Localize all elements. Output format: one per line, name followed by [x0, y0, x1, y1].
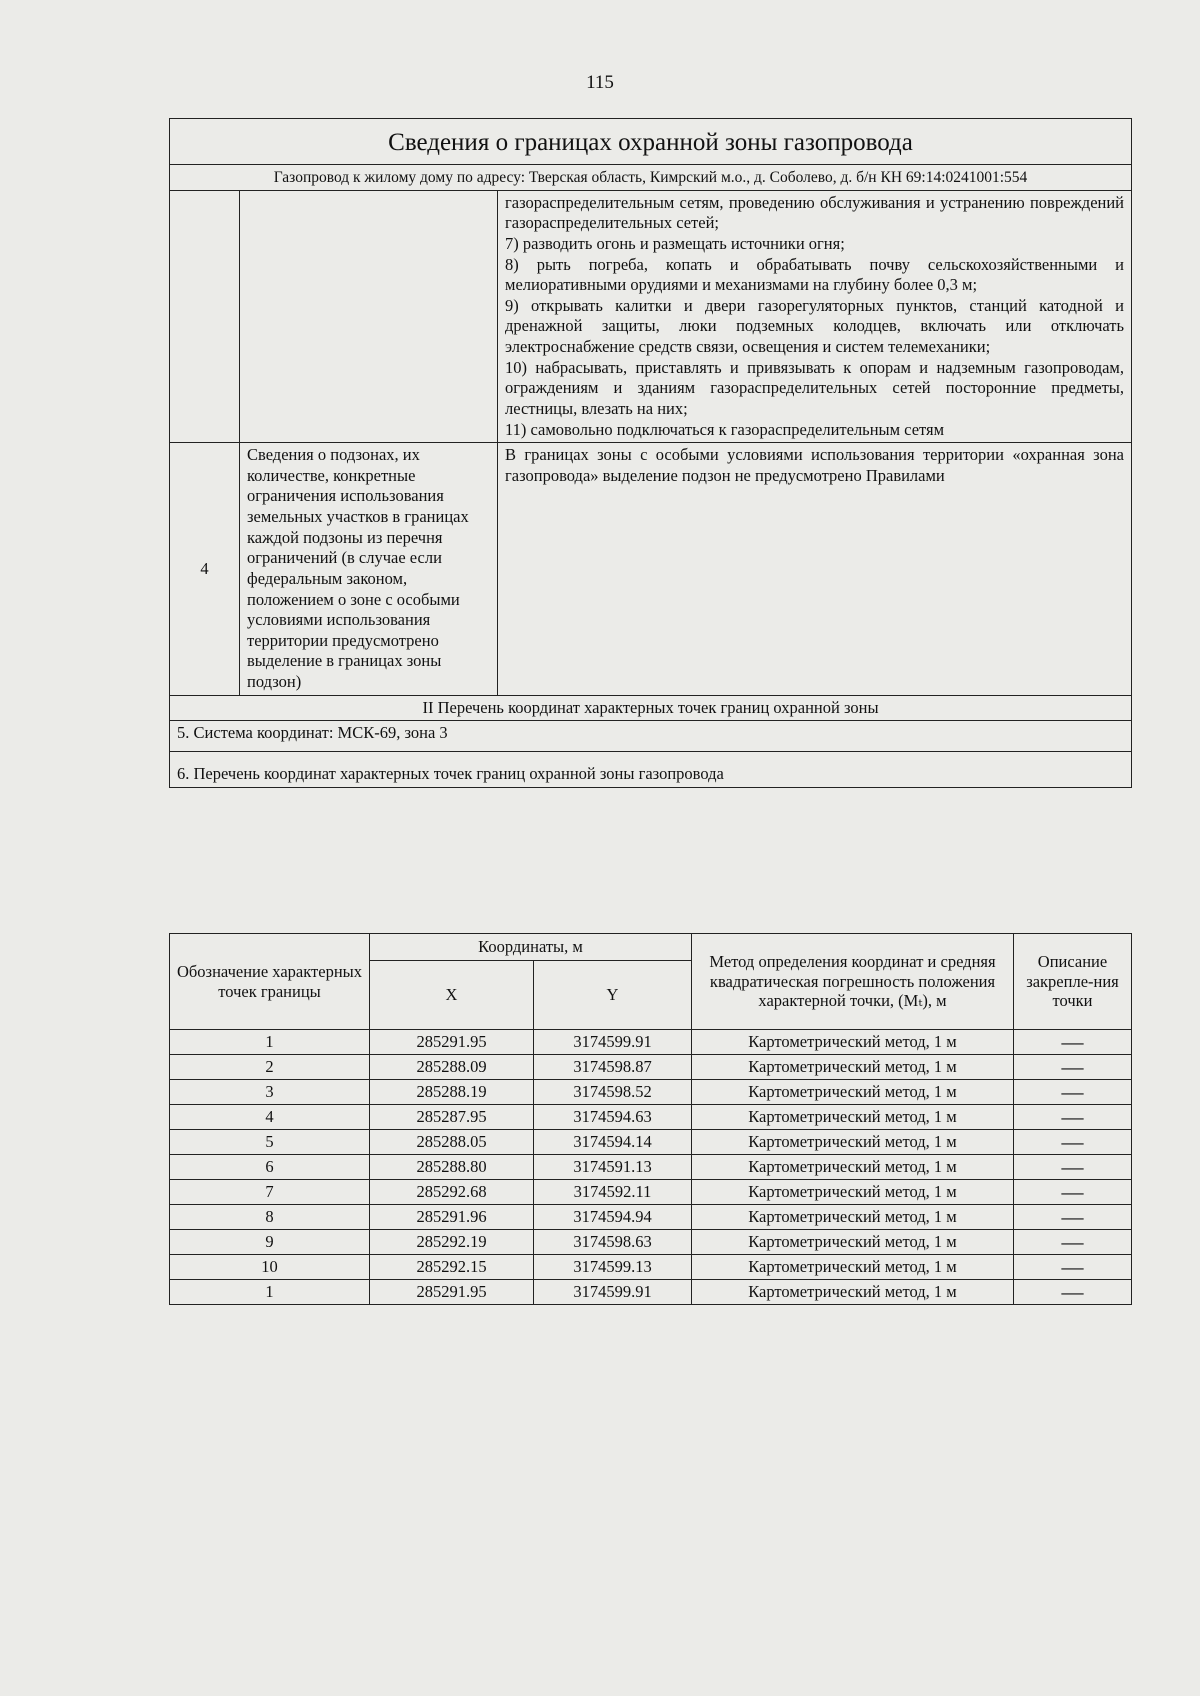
- y-cell: 3174599.91: [534, 1280, 692, 1305]
- description-cell: —: [1014, 1255, 1132, 1280]
- method-cell: Картометрический метод, 1 м: [692, 1230, 1014, 1255]
- x-cell: 285292.15: [370, 1255, 534, 1280]
- point-cell: 10: [170, 1255, 370, 1280]
- y-cell: 3174598.87: [534, 1055, 692, 1080]
- prohibition-item: 11) самовольно подключаться к газораспределительным сетям: [505, 419, 945, 439]
- method-cell: Картометрический метод, 1 м: [692, 1080, 1014, 1105]
- protection-zone-info-table: [169, 118, 1132, 788]
- page-number: 115: [586, 72, 614, 93]
- x-cell: 285287.95: [370, 1105, 534, 1130]
- subzones-label: Сведения о подзонах, их количестве, конкретные ограничения использования земельных участков в границах каждой подзоны из перечня ограничений (в случае если федеральным законом, положением о зоне с особыми условиями использования территории предусмотрено выделение в границах зоны подзон): [240, 443, 498, 696]
- method-cell: Картометрический метод, 1 м: [692, 1055, 1014, 1080]
- prohibitions-cell: [498, 190, 1132, 443]
- x-cell: 285292.19: [370, 1230, 534, 1255]
- method-cell: Картометрический метод, 1 м: [692, 1180, 1014, 1205]
- x-cell: 285291.95: [370, 1280, 534, 1305]
- description-cell: —: [1014, 1130, 1132, 1155]
- description-cell: —: [1014, 1180, 1132, 1205]
- empty-number-cell: [170, 190, 240, 443]
- y-cell: 3174591.13: [534, 1155, 692, 1180]
- method-cell: Картометрический метод, 1 м: [692, 1105, 1014, 1130]
- x-cell: 285292.68: [370, 1180, 534, 1205]
- method-cell: Картометрический метод, 1 м: [692, 1255, 1014, 1280]
- section-ii-heading: II Перечень координат характерных точек границ охранной зоны: [170, 695, 1132, 721]
- point-cell: 9: [170, 1230, 370, 1255]
- prohibition-item: 10) набрасывать, приставлять и привязывать к опорам и надземным газопроводам, ограждениям и зданиям газораспределительных сетей посторонние предметы, лестницы, влезать на них;: [505, 357, 1125, 418]
- prohibition-item: 7) разводить огонь и размещать источники огня;: [505, 233, 845, 253]
- table-row: [170, 1030, 1132, 1055]
- point-cell: 3: [170, 1080, 370, 1105]
- description-cell: —: [1014, 1280, 1132, 1305]
- point-cell: 7: [170, 1180, 370, 1205]
- header-y: Y: [534, 961, 692, 1030]
- table-row: [170, 1055, 1132, 1080]
- header-description: Описание закрепле-ния точки: [1014, 934, 1132, 1030]
- description-cell: —: [1014, 1030, 1132, 1055]
- x-cell: 285291.95: [370, 1030, 534, 1055]
- x-cell: 285288.80: [370, 1155, 534, 1180]
- description-cell: —: [1014, 1155, 1132, 1180]
- header-point: Обозначение характерных точек границы: [170, 934, 370, 1030]
- description-cell: —: [1014, 1105, 1132, 1130]
- point-cell: 2: [170, 1055, 370, 1080]
- method-cell: Картометрический метод, 1 м: [692, 1205, 1014, 1230]
- coordinates-body: [170, 1030, 1132, 1305]
- document-title: Сведения о границах охранной зоны газопровода: [170, 119, 1132, 165]
- coordinate-list-title: 6. Перечень координат характерных точек границ охранной зоны газопровода: [170, 752, 1132, 788]
- document-subtitle: Газопровод к жилому дому по адресу: Тверская область, Кимрский м.о., д. Соболево, д. б/н КН 69:14:0241001:554: [170, 165, 1132, 190]
- method-cell: Картометрический метод, 1 м: [692, 1130, 1014, 1155]
- point-cell: 8: [170, 1205, 370, 1230]
- y-cell: 3174599.13: [534, 1255, 692, 1280]
- continuation-row: [170, 190, 1132, 443]
- subzones-row: [170, 443, 1132, 696]
- point-cell: 4: [170, 1105, 370, 1130]
- table-row: [170, 1130, 1132, 1155]
- table-row: [170, 1155, 1132, 1180]
- prohibition-item: 8) рыть погреба, копать и обрабатывать почву сельскохозяйственными и мелиоративными орудиями и механизмами на глубину более 0,3 м;: [505, 254, 1125, 295]
- coordinates-table: [169, 933, 1132, 1305]
- header-x: X: [370, 961, 534, 1030]
- table-row: [170, 1255, 1132, 1280]
- description-cell: —: [1014, 1205, 1132, 1230]
- prohibition-item: 9) открывать калитки и двери газорегуляторных пунктов, станций катодной и дренажной защиты, люки подземных колодцев, включать или отключать электроснабжение средств связи, освещения и систем телемеханики;: [505, 295, 1125, 356]
- table-row: [170, 1205, 1132, 1230]
- x-cell: 285291.96: [370, 1205, 534, 1230]
- method-cell: Картометрический метод, 1 м: [692, 1280, 1014, 1305]
- y-cell: 3174592.11: [534, 1180, 692, 1205]
- method-cell: Картометрический метод, 1 м: [692, 1155, 1014, 1180]
- coordinate-system: 5. Система координат: МСК-69, зона 3: [170, 721, 1132, 752]
- table-row: [170, 1105, 1132, 1130]
- point-cell: 5: [170, 1130, 370, 1155]
- method-cell: Картометрический метод, 1 м: [692, 1030, 1014, 1055]
- prohibition-intro: газораспределительным сетям, проведению обслуживания и устранению повреждений газораспределительных сетей;: [505, 192, 1125, 233]
- header-method: Метод определения координат и средняя квадратическая погрешность положения характерной точки, (Mₜ), м: [692, 934, 1014, 1030]
- x-cell: 285288.09: [370, 1055, 534, 1080]
- description-cell: —: [1014, 1230, 1132, 1255]
- description-cell: —: [1014, 1080, 1132, 1105]
- header-coordinates: Координаты, м: [370, 934, 692, 961]
- point-cell: 1: [170, 1030, 370, 1055]
- table-row: [170, 1280, 1132, 1305]
- table-row: [170, 1080, 1132, 1105]
- row-number: 4: [170, 443, 240, 696]
- subzones-value: В границах зоны с особыми условиями использования территории «охранная зона газопровода» выделение подзон не предусмотрено Правилами: [498, 443, 1132, 696]
- empty-label-cell: [240, 190, 498, 443]
- y-cell: 3174599.91: [534, 1030, 692, 1055]
- y-cell: 3174594.63: [534, 1105, 692, 1130]
- x-cell: 285288.05: [370, 1130, 534, 1155]
- description-cell: —: [1014, 1055, 1132, 1080]
- y-cell: 3174594.14: [534, 1130, 692, 1155]
- y-cell: 3174594.94: [534, 1205, 692, 1230]
- table-row: [170, 1230, 1132, 1255]
- x-cell: 285288.19: [370, 1080, 534, 1105]
- table-row: [170, 1180, 1132, 1205]
- y-cell: 3174598.52: [534, 1080, 692, 1105]
- point-cell: 1: [170, 1280, 370, 1305]
- point-cell: 6: [170, 1155, 370, 1180]
- y-cell: 3174598.63: [534, 1230, 692, 1255]
